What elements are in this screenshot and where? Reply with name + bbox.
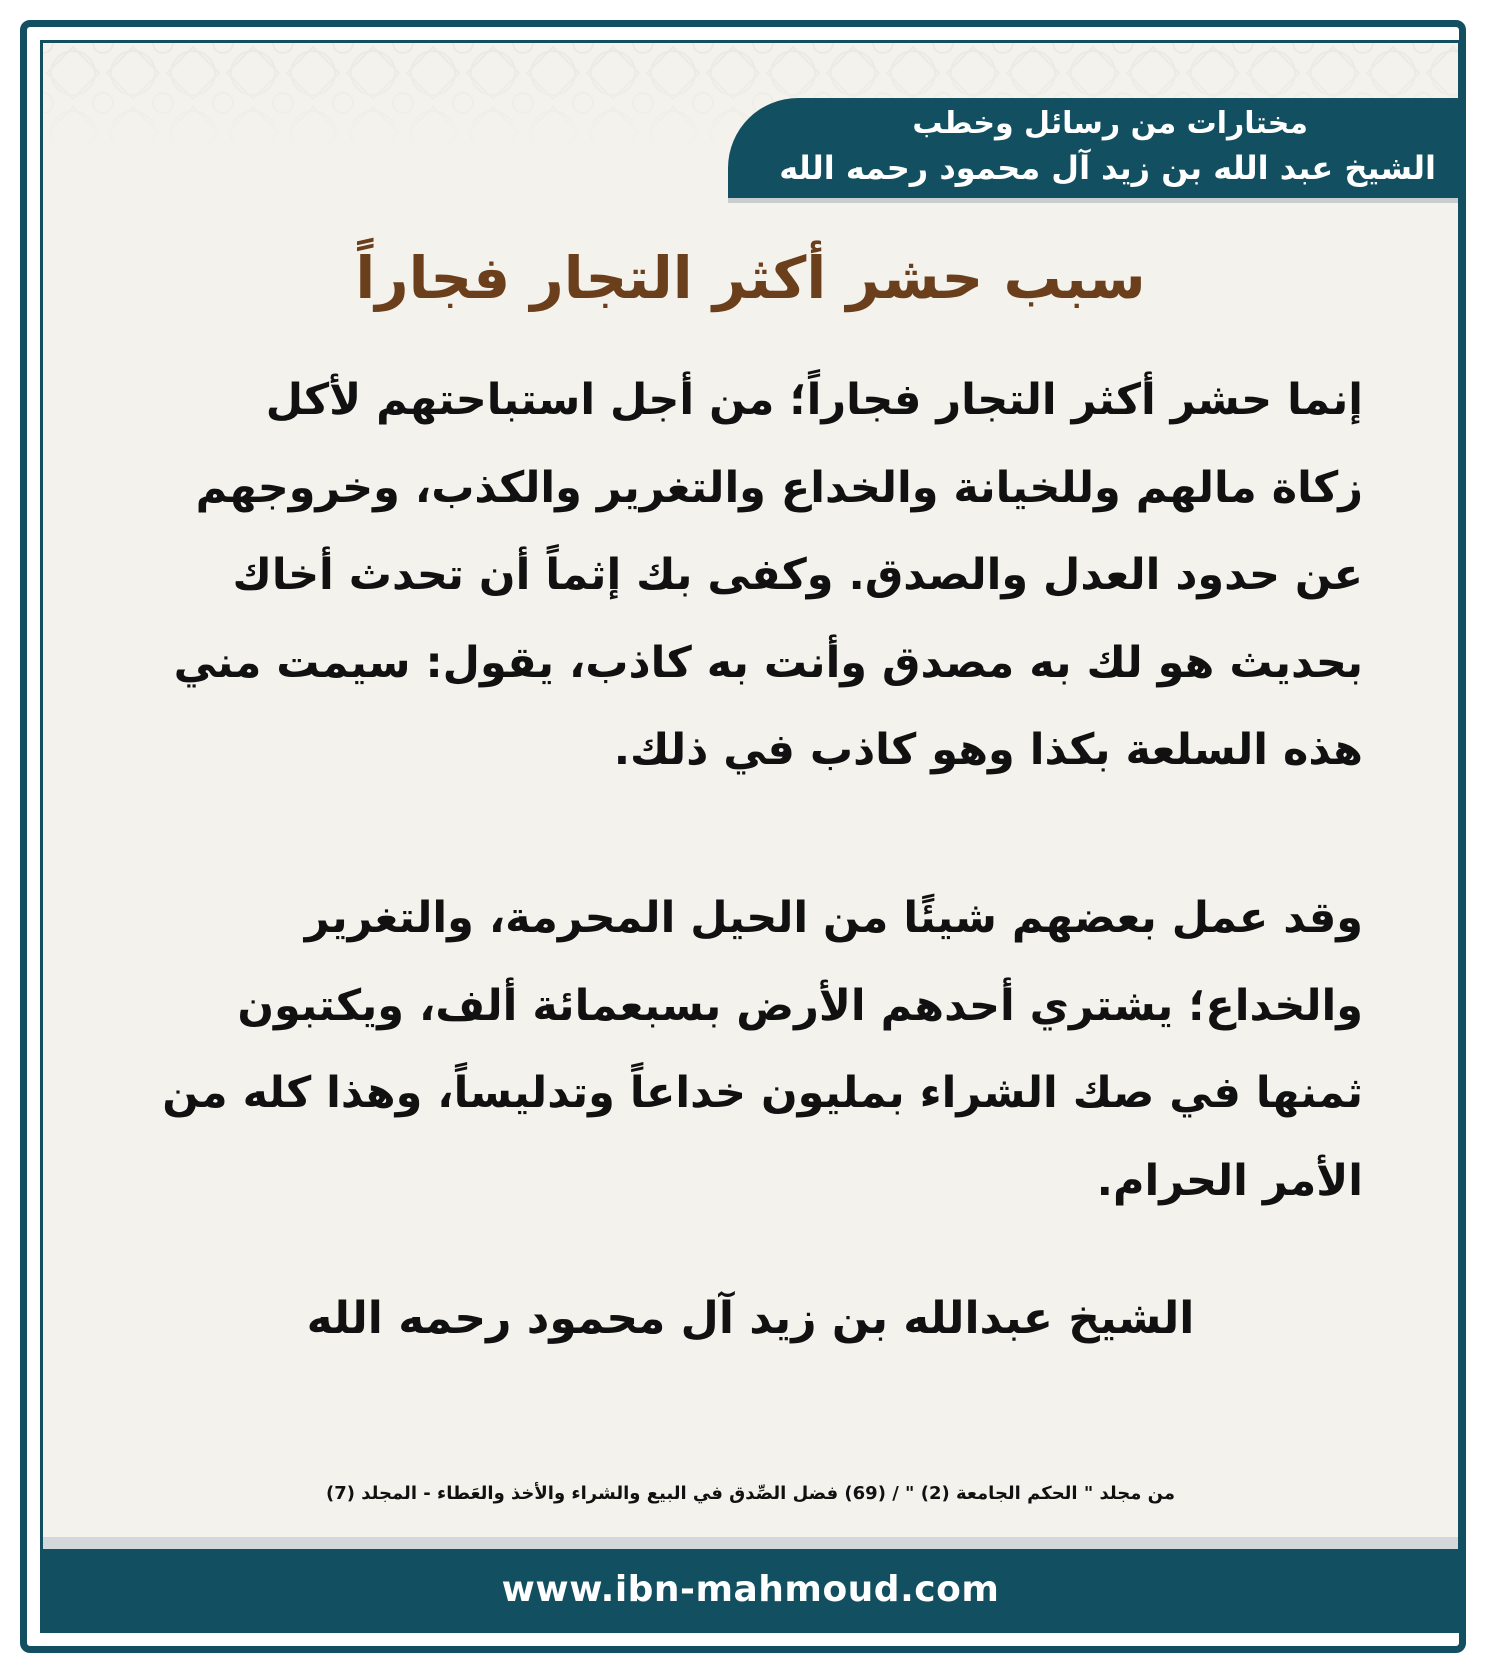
paragraph-line: ثمنها في صك الشراء بمليون خداعاً وتدليساً، وهذا كله من bbox=[162, 1068, 1363, 1118]
source-citation: من مجلد " الحكم الجامعة (2) " / (69) فضل الصِّدق في البيع والشراء والأخذ والعَطاء - المجلد (7) bbox=[326, 1483, 1175, 1504]
card bbox=[40, 40, 1461, 1633]
footer-bar bbox=[43, 1549, 1458, 1630]
header-banner bbox=[728, 98, 1458, 203]
paragraph-line: الأمر الحرام. bbox=[1096, 1155, 1363, 1206]
author-signature: الشيخ عبدالله بن زيد آل محمود رحمه الله bbox=[306, 1293, 1195, 1344]
paragraph-line: وقد عمل بعضهم شيئًا من الحيل المحرمة، والتغرير bbox=[304, 893, 1363, 943]
paragraph-line: عن حدود العدل والصدق. وكفى بك إثماً أن تحدث أخاك bbox=[232, 550, 1363, 600]
paragraph-line: بحديث هو لك به مصدق وأنت به كاذب، يقول: سيمت مني bbox=[173, 637, 1363, 688]
paragraph-line: إنما حشر أكثر التجار فجاراً؛ من أجل استباحتهم لأكل bbox=[265, 375, 1363, 425]
paragraph-line: هذه السلعة بكذا وهو كاذب في ذلك. bbox=[613, 725, 1363, 775]
series-title: مختارات من رسائل وخطب bbox=[912, 106, 1308, 141]
paragraph-1 bbox=[133, 357, 1363, 795]
paragraph-line: زكاة مالهم وللخيانة والخداع والتغرير والكذب، وخروجهم bbox=[195, 462, 1363, 513]
series-author: الشيخ عبد الله بن زيد آل محمود رحمه الله bbox=[779, 149, 1436, 187]
footer-divider bbox=[43, 1537, 1458, 1549]
website-link[interactable]: www.ibn-mahmoud.com bbox=[501, 1569, 1000, 1610]
paragraph-line: والخداع؛ يشتري أحدهم الأرض بسبعمائة ألف، ويكتبون bbox=[237, 980, 1363, 1031]
page-title: سبب حشر أكثر التجار فجاراً bbox=[355, 244, 1146, 312]
paragraph-2 bbox=[133, 875, 1363, 1225]
